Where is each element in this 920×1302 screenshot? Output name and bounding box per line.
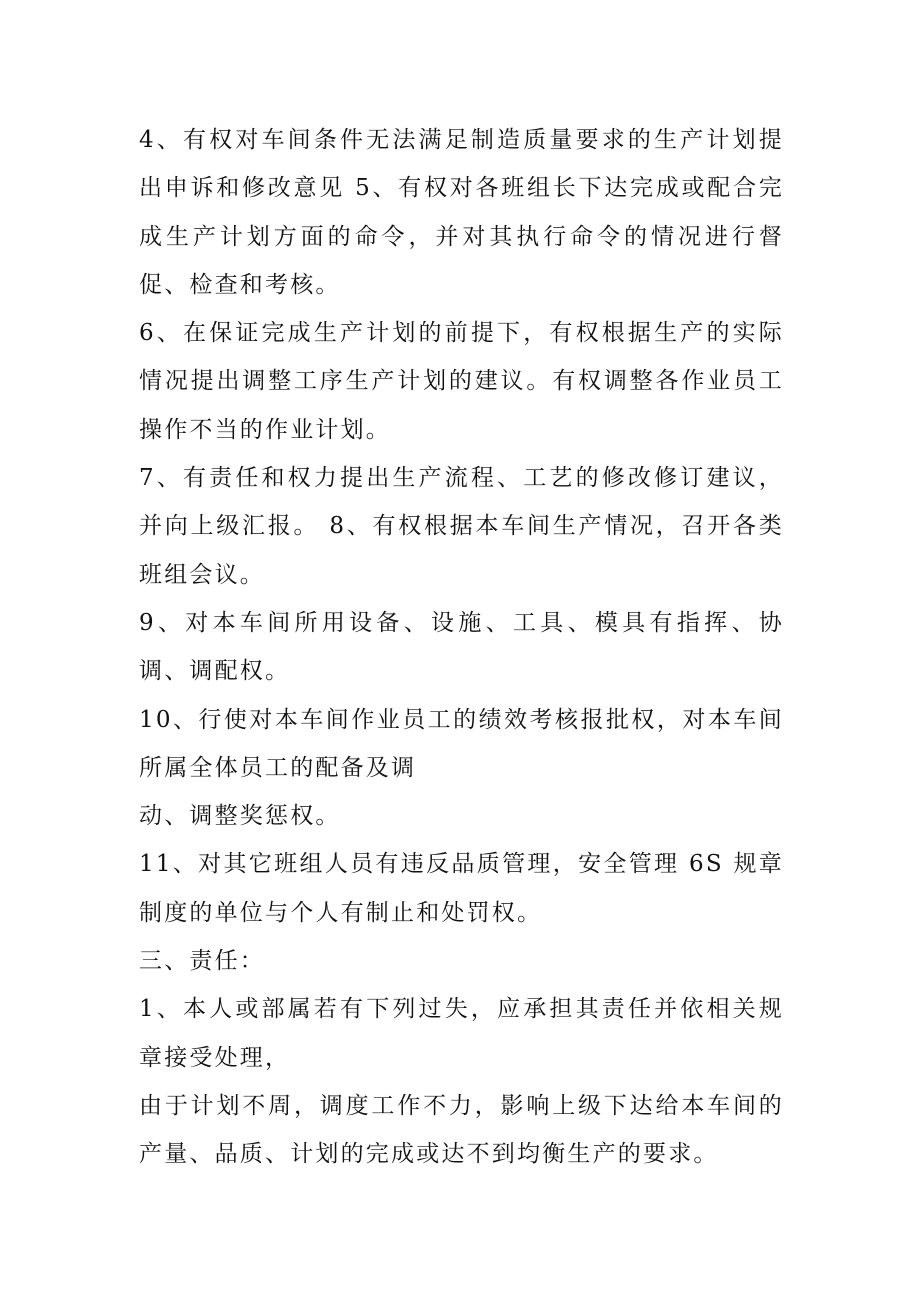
paragraph-rights-9: 9、对本车间所用设备、设施、工具、模具有指挥、协调、调配权。 [139,609,784,685]
paragraph-rights-6: 6、在保证完成生产计划的前提下，有权根据生产的实际情况提出调整工序生产计划的建议。有权调整各作业员工操作不当的作业计划。 [139,320,784,443]
paragraph-responsibility-1: 1、本人或部属若有下列过失，应承担其责任并依相关规章接受处理， [139,996,784,1071]
section-heading-responsibility: 三、责任： [139,948,265,975]
paragraph-rights-4-5: 4、有权对车间条件无法满足制造质量要求的生产计划提出申诉和修改意见 5、有权对各班组长下达完成或配合完成生产计划方面的命令，并对其执行命令的情况进行督促、检查和考核。 [139,127,784,298]
paragraph-rights-11: 11、对其它班组人员有违反品质管理，安全管理 6S 规章制度的单位与个人有制止和处罚权。 [139,851,784,926]
paragraph-rights-7-8: 7、有责任和权力提出生产流程、工艺的修改修订建议，并向上级汇报。 8、有权根据本车间生产情况，召开各类班组会议。 [139,465,784,588]
paragraph-rights-10: 10、行使对本车间作业员工的绩效考核报批权，对本车间所属全体员工的配备及调 [139,706,784,781]
document-body [139,116,784,1179]
paragraph-rights-10-cont: 动、调整奖惩权。 [139,803,341,830]
paragraph-responsibility-1-detail: 由于计划不周，调度工作不力，影响上级下达给本车间的产量、品质、计划的完成或达不到均衡生产的要求。 [139,1092,784,1168]
